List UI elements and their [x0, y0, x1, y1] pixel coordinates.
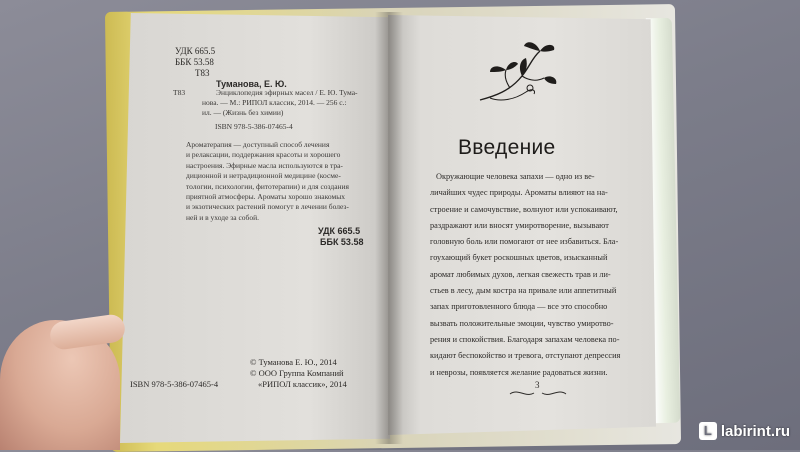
annotation-line: настроения. Эфирные масла используются в тра- — [186, 160, 343, 170]
intro-line: Окружающие человека запахи — одно из ве- — [436, 172, 595, 181]
intro-line: стьев в лесу, дым костра на привале или аппетитный — [430, 286, 617, 296]
intro-line: кидают беспокойство и тревога, отступают депрессия — [430, 351, 621, 361]
copyright-line-1: © Туманова Е. Ю., 2014 — [250, 357, 337, 367]
intro-line: запах приготовленного блюда — все это способно — [430, 302, 608, 312]
chapter-title: Введение — [458, 136, 556, 159]
annotation-line: приятной атмосферы. Ароматы хорошо знакомых — [186, 192, 346, 202]
annotation-block — [186, 140, 371, 223]
intro-line: гоухающий букет роскошных цветов, изысканный — [430, 253, 608, 263]
udk-top: УДК 665.5 — [175, 46, 216, 56]
intro-line: раздражают или вносят умиротворение, вызывают — [430, 220, 609, 230]
intro-line: вызвать положительные эмоции, чувство умиротво- — [430, 318, 614, 328]
watermark-text: labirint.ru — [720, 422, 790, 440]
code-top: Т83 — [195, 68, 210, 78]
watermark — [699, 422, 790, 440]
intro-line: головную боль или помогают от нее избавиться. Бла- — [430, 237, 619, 247]
page-number: 3 — [535, 380, 540, 390]
annotation-line: и экзотических растений помогут в лечении болез- — [186, 202, 349, 212]
annotation-line: тологии, психологии, фитотерапии) и для создания — [186, 181, 349, 191]
floral-ornament-icon — [470, 36, 560, 104]
author-heading: Туманова, Е. Ю. — [216, 79, 287, 89]
isbn-line: ISBN 978-5-386-07465-4 — [215, 122, 293, 131]
isbn-bottom: ISBN 978-5-386-07465-4 — [130, 379, 219, 389]
intro-line: личайших чудес природы. Ароматы влияют на на- — [430, 188, 608, 198]
code-left: Т83 — [173, 88, 186, 97]
copyright-line-2: © ООО Группа Компаний — [250, 368, 344, 378]
intro-text-block — [430, 169, 640, 381]
intro-line: рения и спокойствия. Благодаря запахам человека по- — [430, 334, 620, 344]
bib-line-3: ил. — (Жизнь без химии) — [202, 108, 284, 117]
annotation-line: ней и в уходе за собой. — [186, 212, 260, 222]
annotation-line: диционной и нетрадиционной медицине (косме- — [186, 171, 341, 181]
watermark-logo-icon: L — [699, 422, 717, 440]
annotation-line: и релаксации, поддержания красоты и хорошего — [186, 150, 341, 160]
intro-line: строение и самочувствие, волнуют или успокаивают, — [430, 204, 618, 214]
bib-line-1: Энциклопедия эфирных масел / Е. Ю. Тума- — [216, 88, 358, 97]
annotation-line: Ароматерапия — доступный способ лечения — [186, 140, 330, 149]
bib-line-2: нова. — М.: РИПОЛ классик, 2014. — 256 с.: — [202, 98, 347, 107]
intro-line: аромат любимых духов, легкая свежесть трав и ли- — [430, 269, 611, 279]
book-gutter — [375, 12, 403, 444]
bbk-top: ББК 53.58 — [175, 57, 214, 67]
udk-bottom: УДК 665.5 — [318, 226, 361, 236]
intro-line: и неврозы, появляется желание радоваться жизни. — [430, 367, 608, 377]
copyright-line-3: «РИПОЛ классик», 2014 — [258, 379, 347, 389]
bbk-bottom: ББК 53.58 — [320, 237, 364, 247]
